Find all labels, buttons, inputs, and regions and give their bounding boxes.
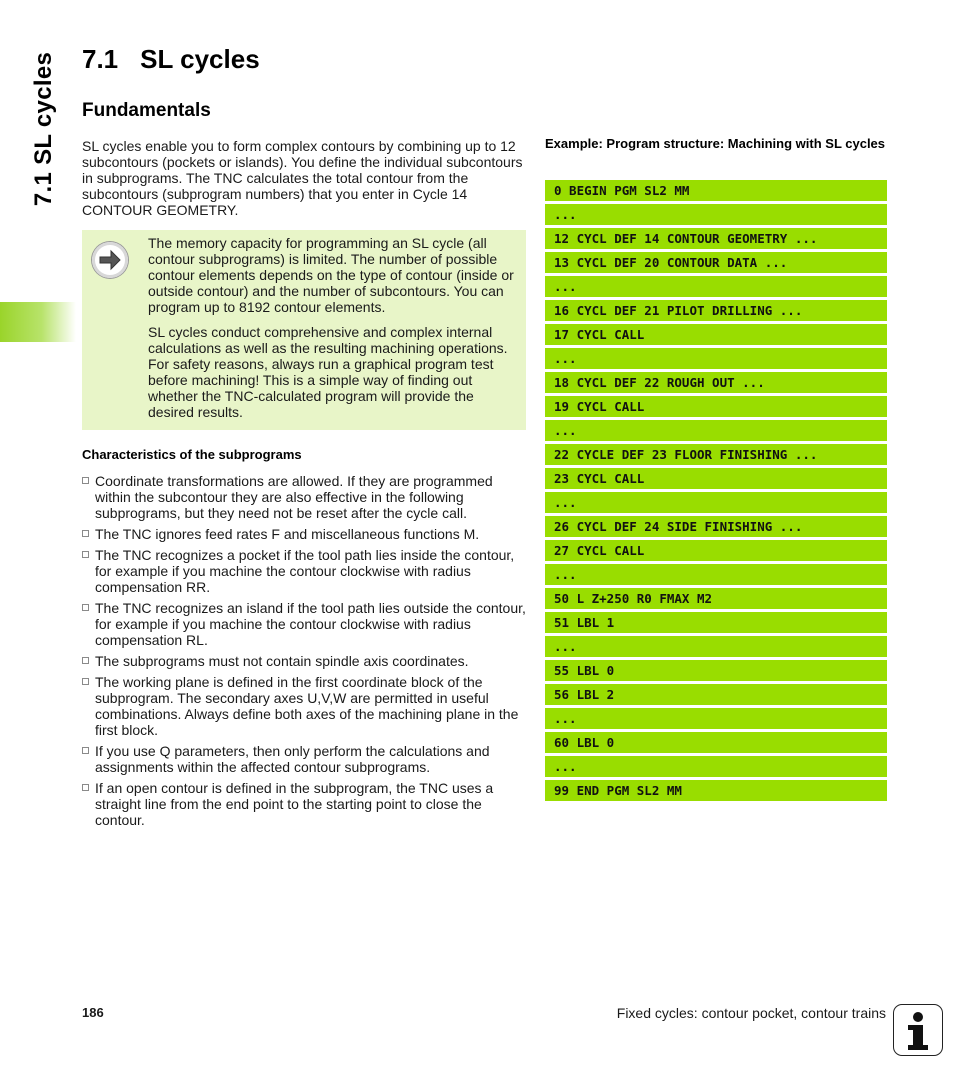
list-item [82, 653, 527, 669]
footer-chapter-text: Fixed cycles: contour pocket, contour trains [616, 1005, 886, 1021]
program-line: 99 END PGM SL2 MM [545, 780, 887, 801]
characteristics-title: Characteristics of the subprograms [82, 447, 302, 462]
bullet-square-icon [82, 604, 89, 611]
program-line: 0 BEGIN PGM SL2 MM [545, 180, 887, 201]
program-line: 55 LBL 0 [545, 660, 887, 681]
program-line: 26 CYCL DEF 24 SIDE FINISHING ... [545, 516, 887, 537]
characteristics-list [82, 473, 527, 833]
program-line: 17 CYCL CALL [545, 324, 887, 345]
program-line: 12 CYCL DEF 14 CONTOUR GEOMETRY ... [545, 228, 887, 249]
note-text [148, 235, 522, 429]
list-item-text: The TNC recognizes a pocket if the tool path lies inside the contour, for example if you machine the contour clockwise with radius compensation RR. [95, 547, 515, 595]
section-number: 7.1 [82, 44, 119, 74]
program-line: ... [545, 348, 887, 369]
program-line: 27 CYCL CALL [545, 540, 887, 561]
program-line: ... [545, 636, 887, 657]
program-line: 22 CYCLE DEF 23 FLOOR FINISHING ... [545, 444, 887, 465]
list-item [82, 780, 527, 828]
list-item-text: If an open contour is defined in the subprogram, the TNC uses a straight line from the end point to the starting point to close the contour. [95, 780, 494, 828]
arrow-right-icon [92, 242, 128, 278]
program-line: 18 CYCL DEF 22 ROUGH OUT ... [545, 372, 887, 393]
program-line: ... [545, 564, 887, 585]
list-item-text: The working plane is defined in the first coordinate block of the subprogram. The secondary axes U,V,W are permitted in useful combinations. Always define both axes of the machining plane in the first block. [95, 674, 519, 738]
bullet-square-icon [82, 477, 89, 484]
page-title [82, 44, 260, 75]
bullet-square-icon [82, 678, 89, 685]
program-line: 13 CYCL DEF 20 CONTOUR DATA ... [545, 252, 887, 273]
program-line: 23 CYCL CALL [545, 468, 887, 489]
program-line: 51 LBL 1 [545, 612, 887, 633]
info-icon [893, 1004, 943, 1056]
program-line: ... [545, 204, 887, 225]
section-title: SL cycles [140, 44, 260, 74]
side-chapter-title-text: 7.1 SL cycles [30, 51, 57, 207]
program-line: 19 CYCL CALL [545, 396, 887, 417]
example-title: Example: Program structure: Machining with SL cycles [545, 136, 886, 151]
program-line: ... [545, 756, 887, 777]
list-item [82, 473, 527, 521]
list-item [82, 743, 527, 775]
chapter-tab-marker [0, 302, 76, 342]
program-line: ... [545, 420, 887, 441]
program-line: ... [545, 276, 887, 297]
subsection-title: Fundamentals [82, 100, 211, 121]
list-item [82, 600, 527, 648]
program-line: ... [545, 492, 887, 513]
bullet-square-icon [82, 784, 89, 791]
list-item-text: Coordinate transformations are allowed. If they are programmed within the subcontour they are also effective in the following subprograms, but they need not be reset after the cycle call. [95, 473, 493, 521]
program-line: 50 L Z+250 R0 FMAX M2 [545, 588, 887, 609]
program-line: 16 CYCL DEF 21 PILOT DRILLING ... [545, 300, 887, 321]
note-paragraph: SL cycles conduct comprehensive and complex internal calculations as well as the resulting machining operations. For safety reasons, always run a graphical program test before machining! This is a simple way of finding out whether the TNC-calculated program will provide the desired results. [148, 324, 508, 420]
bullet-square-icon [82, 551, 89, 558]
program-line: 56 LBL 2 [545, 684, 887, 705]
program-line: ... [545, 708, 887, 729]
side-chapter-title [24, 51, 64, 207]
list-item-text: The subprograms must not contain spindle axis coordinates. [95, 653, 469, 669]
list-item [82, 526, 527, 542]
bullet-square-icon [82, 530, 89, 537]
list-item-text: The TNC recognizes an island if the tool path lies outside the contour, for example if you machine the contour clockwise with radius compensation RL. [95, 600, 526, 648]
list-item [82, 674, 527, 738]
list-item [82, 547, 527, 595]
bullet-square-icon [82, 747, 89, 754]
list-item-text: The TNC ignores feed rates F and miscellaneous functions M. [95, 526, 480, 542]
bullet-square-icon [82, 657, 89, 664]
intro-paragraph: SL cycles enable you to form complex contours by combining up to 12 subcontours (pockets or islands). You define the individual subcontours in subprograms. The TNC calculates the total contour from the subcontours (subprogram numbers) that you enter in Cycle 14 CONTOUR GEOMETRY. [82, 138, 523, 218]
program-listing [545, 180, 887, 804]
note-paragraph: The memory capacity for programming an SL cycle (all contour subprograms) is limited. The number of possible contour elements depends on the type of contour (inside or outside contour) and the number of subcontours. You can program up to 8192 contour elements. [148, 235, 514, 315]
note-box [82, 230, 526, 430]
page-number: 186 [82, 1005, 104, 1020]
list-item-text: If you use Q parameters, then only perform the calculations and assignments within the affected contour subprograms. [95, 743, 490, 775]
program-line: 60 LBL 0 [545, 732, 887, 753]
